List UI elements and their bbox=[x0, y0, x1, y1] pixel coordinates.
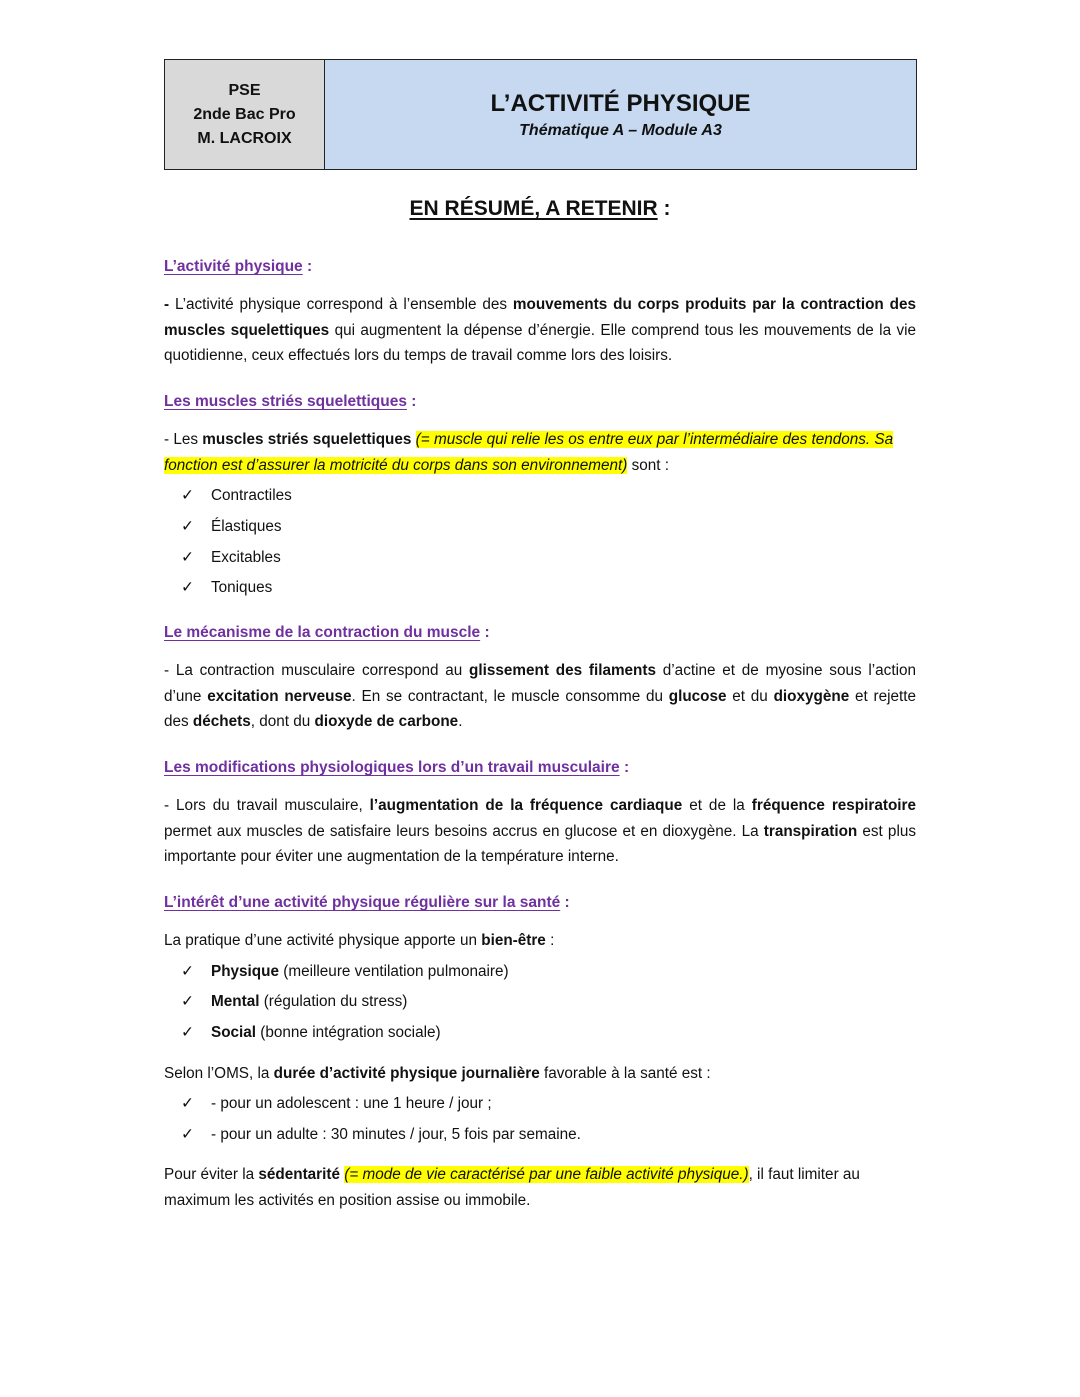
paragraph bbox=[164, 928, 916, 954]
check-item bbox=[181, 514, 282, 540]
check-icon: ✓ bbox=[181, 1024, 194, 1041]
section-heading-text: Le mécanisme de la contraction du muscle bbox=[164, 624, 481, 641]
subject: PSE bbox=[228, 81, 261, 99]
title-cell bbox=[325, 60, 916, 169]
bold-text: Social bbox=[211, 1024, 257, 1041]
check-icon: ✓ bbox=[181, 993, 194, 1010]
check-icon: ✓ bbox=[181, 579, 194, 596]
text: et du bbox=[726, 687, 774, 705]
check-icon: ✓ bbox=[181, 549, 194, 566]
summary-heading-colon: : bbox=[657, 197, 671, 220]
text: : bbox=[545, 932, 555, 949]
section-heading bbox=[164, 258, 916, 276]
text: et rejette des bbox=[164, 687, 916, 730]
section-heading bbox=[164, 894, 916, 912]
text: d’actine et de myosine sous l’action d’une bbox=[164, 662, 916, 705]
item-text bbox=[211, 1024, 441, 1041]
check-icon: ✓ bbox=[181, 518, 194, 535]
check-item bbox=[181, 545, 281, 571]
item-text bbox=[211, 487, 292, 504]
text: est plus importante pour éviter une augmentation de la température interne. bbox=[164, 822, 916, 865]
bold-text: sédentarité bbox=[258, 1166, 340, 1183]
paragraph bbox=[164, 427, 916, 478]
text: (bonne intégration sociale) bbox=[256, 1024, 441, 1041]
bold-text: transpiration bbox=[763, 822, 858, 840]
highlighted-definition: (= mode de vie caractérisé par une faible activité physique.) bbox=[344, 1166, 749, 1183]
check-item bbox=[181, 1122, 581, 1148]
text: (meilleure ventilation pulmonaire) bbox=[279, 963, 509, 980]
check-item bbox=[181, 989, 407, 1015]
text: L’activité physique correspond à l’ensemble des bbox=[174, 296, 513, 313]
item-text bbox=[211, 579, 272, 596]
check-item bbox=[181, 483, 292, 509]
text: Élastiques bbox=[211, 518, 282, 535]
text: Pour éviter la bbox=[164, 1166, 259, 1183]
summary-heading bbox=[0, 197, 1080, 221]
bold-text: Physique bbox=[211, 963, 280, 980]
colon: : bbox=[480, 624, 490, 641]
text: sont : bbox=[627, 456, 670, 474]
section-heading bbox=[164, 759, 916, 777]
item-text bbox=[211, 1126, 581, 1143]
check-icon: ✓ bbox=[181, 487, 194, 504]
paragraph bbox=[164, 292, 916, 369]
item-text bbox=[211, 993, 407, 1010]
bold-text: Mental bbox=[211, 993, 260, 1010]
bold-text: dioxyde de carbone bbox=[314, 713, 459, 730]
check-item bbox=[181, 575, 272, 601]
section-heading-text: L’intérêt d’une activité physique régulière sur la santé bbox=[164, 894, 561, 911]
colon: : bbox=[406, 393, 417, 410]
text: Selon l’OMS, la bbox=[164, 1065, 274, 1082]
text: - pour un adolescent : une 1 heure / jour ; bbox=[211, 1095, 492, 1112]
document-subtitle: Thématique A – Module A3 bbox=[519, 121, 722, 139]
text: . bbox=[458, 713, 463, 730]
section-heading-text: L’activité physique bbox=[164, 258, 303, 275]
check-icon: ✓ bbox=[181, 963, 194, 980]
text: , dont du bbox=[250, 713, 315, 730]
text: - pour un adulte : 30 minutes / jour, 5 fois par semaine. bbox=[211, 1126, 581, 1143]
bold-text: mouvements du corps produits par la contraction des muscles squelettiques bbox=[164, 296, 916, 339]
item-text bbox=[211, 963, 509, 980]
bold-text: glucose bbox=[668, 687, 727, 705]
text: La pratique d’une activité physique apporte un bbox=[164, 932, 482, 949]
section-heading-text: Les muscles striés squelettiques bbox=[164, 393, 407, 410]
text: - La contraction musculaire correspond au bbox=[164, 662, 470, 679]
summary-heading-text: EN RÉSUMÉ, A RETENIR bbox=[409, 197, 658, 220]
colon: : bbox=[560, 894, 570, 911]
text: Contractiles bbox=[211, 487, 292, 504]
bold-text: - bbox=[164, 296, 175, 313]
text: favorable à la santé est : bbox=[539, 1065, 711, 1082]
text: (régulation du stress) bbox=[259, 993, 408, 1010]
class-level: 2nde Bac Pro bbox=[193, 105, 296, 123]
bold-text: déchets bbox=[192, 713, 251, 730]
paragraph bbox=[164, 793, 916, 870]
text: Excitables bbox=[211, 549, 281, 566]
bold-text: dioxygène bbox=[773, 687, 850, 705]
header-table bbox=[164, 59, 917, 170]
text: . En se contractant, le muscle consomme du bbox=[351, 687, 669, 705]
document-title: L’ACTIVITÉ PHYSIQUE bbox=[490, 89, 751, 117]
highlighted-definition: (= muscle qui relie les os entre eux par l’intermédiaire des tendons. Sa fonction est d’assurer la motricité du corps dans son environnement) bbox=[164, 431, 894, 474]
bold-text: muscles striés squelettiques bbox=[202, 431, 412, 448]
text: et de la bbox=[682, 797, 752, 814]
bold-text: durée d’activité physique journalière bbox=[273, 1065, 540, 1082]
item-text bbox=[211, 518, 282, 535]
teacher: M. LACROIX bbox=[197, 129, 292, 147]
item-text bbox=[211, 549, 281, 566]
bold-text: l’augmentation de la fréquence cardiaque bbox=[369, 797, 683, 814]
bold-text: glissement des filaments bbox=[469, 662, 657, 679]
colon: : bbox=[302, 258, 313, 275]
text: - Lors du travail musculaire, bbox=[164, 797, 370, 814]
course-info bbox=[165, 60, 325, 169]
section-heading bbox=[164, 393, 916, 411]
check-item bbox=[181, 1020, 441, 1046]
item-text bbox=[211, 1095, 492, 1112]
check-item bbox=[181, 959, 509, 985]
section-heading bbox=[164, 624, 916, 642]
check-icon: ✓ bbox=[181, 1095, 194, 1112]
text: permet aux muscles de satisfaire leurs besoins accrus en glucose et en dioxygène. La bbox=[164, 822, 764, 840]
section-heading-text: Les modifications physiologiques lors d’un travail musculaire bbox=[164, 759, 620, 776]
text: , il faut limiter au maximum les activités en position assise ou immobile. bbox=[164, 1166, 860, 1209]
text: Toniques bbox=[211, 579, 273, 596]
text: qui augmentent la dépense d’énergie. Elle comprend tous les mouvements de la vie quotidienne, ceux effectués lors du temps de travail comme lors des loisirs. bbox=[164, 321, 916, 364]
bold-text: excitation nerveuse bbox=[207, 687, 352, 705]
bold-text: bien-être bbox=[481, 932, 546, 949]
paragraph bbox=[164, 1061, 916, 1087]
paragraph bbox=[164, 658, 916, 735]
colon: : bbox=[619, 759, 630, 776]
check-icon: ✓ bbox=[181, 1126, 194, 1143]
text: - Les bbox=[164, 431, 203, 448]
check-item bbox=[181, 1091, 492, 1117]
bold-text: fréquence respiratoire bbox=[751, 797, 916, 814]
paragraph bbox=[164, 1162, 916, 1213]
